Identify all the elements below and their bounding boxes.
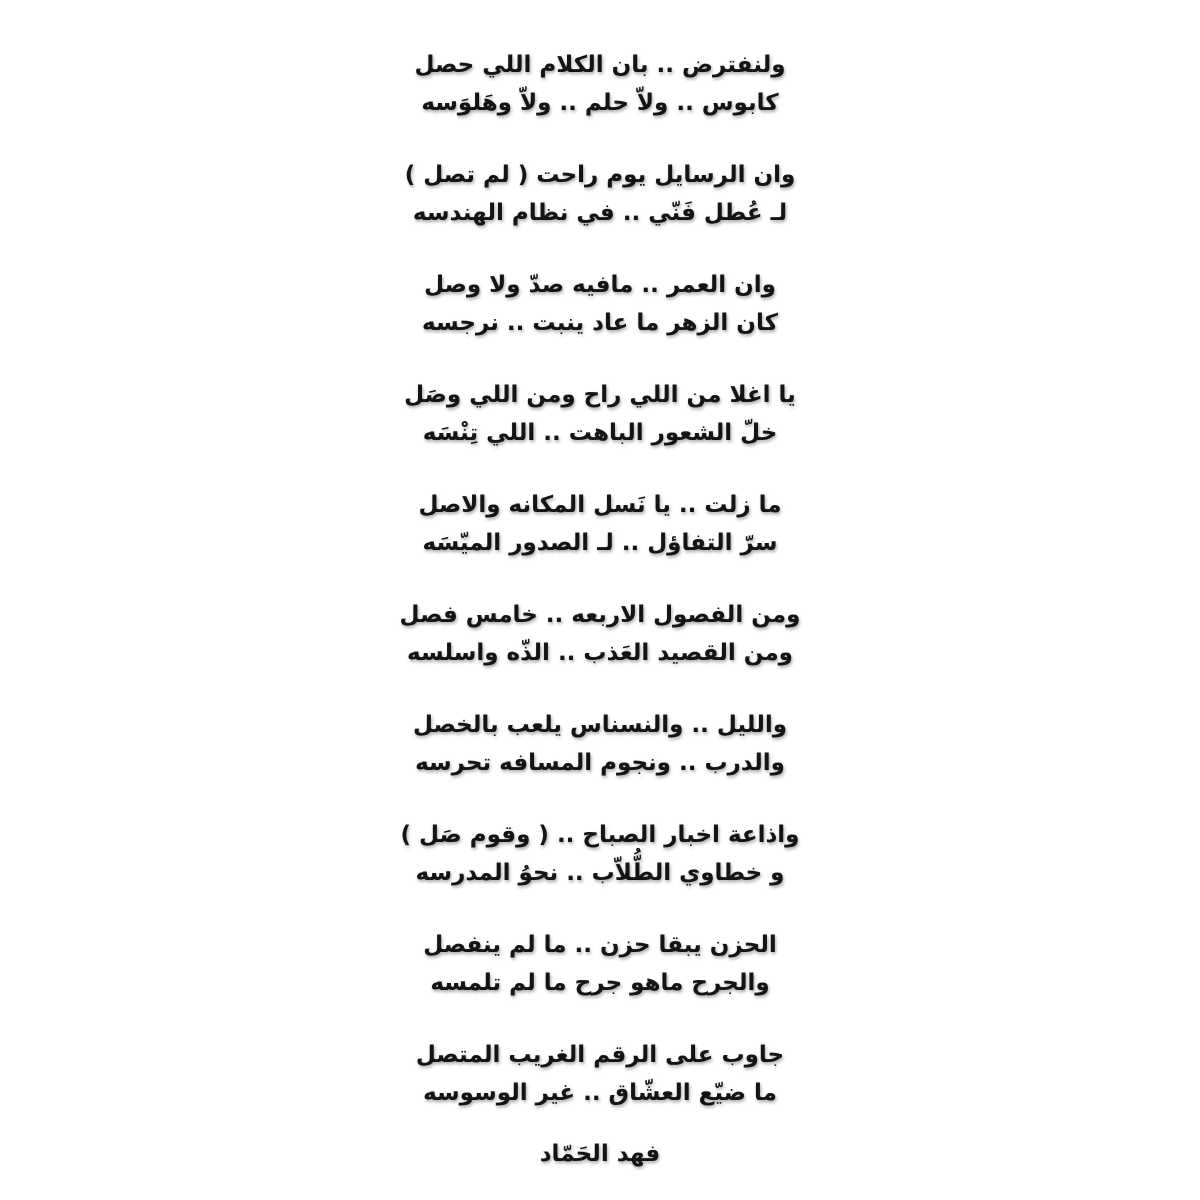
stanza-3 (0, 266, 1200, 376)
verse-line: ما ضيّع العشّاق .. غير الوسوسه (423, 1080, 777, 1106)
verse-line: لـ عُطل فَنّي .. في نظام الهندسه (412, 200, 788, 226)
verse-line: يا اغلا من اللي راح ومن اللي وصَل (404, 382, 796, 408)
stanza-9 (0, 926, 1200, 1036)
stanza-2 (0, 156, 1200, 266)
verse-line: ما زلت .. يا نَسل المكانه والاصل (418, 492, 782, 518)
verse-line: والجرح ماهو جرح ما لم تلمسه (430, 970, 770, 996)
verse-line: كان الزهر ما عاد ينبت .. نرجسه (422, 310, 778, 336)
poem (0, 46, 1200, 1174)
stanza-8 (0, 816, 1200, 926)
verse-line: وان العمر .. مافيه صدّ ولا وصل (424, 272, 776, 298)
verse-line: والليل .. والنسناس يلعب بالخصل (412, 712, 788, 738)
stanza-1 (0, 46, 1200, 156)
stanza-6 (0, 596, 1200, 706)
stanza-10 (0, 1036, 1200, 1146)
stanza-7 (0, 706, 1200, 816)
verse-line: وان الرسايل يوم راحت ( لم تصل ) (404, 162, 796, 188)
verse-line: جاوب على الرقم الغريب المتصل (415, 1042, 785, 1068)
verse-line: الحزن يبقا حزن .. ما لم ينفصل (423, 932, 777, 958)
verse-line: ومن القصيد العَذب .. الذّه واسلسه (407, 640, 793, 666)
verse-line: واذاعة اخبار الصباح .. ( وقوم صَل ) (400, 822, 800, 848)
verse-line: سرّ التفاؤل .. لـ الصدور الميّسَه (422, 530, 778, 556)
stanza-4 (0, 376, 1200, 486)
poet-signature: فهد الحَمّاد (539, 1141, 661, 1167)
verse-line: ومن الفصول الاربعه .. خامس فصل (399, 602, 801, 628)
stanza-5 (0, 486, 1200, 596)
verse-line: خلّ الشعور الباهت .. اللي تِنْسَه (422, 420, 778, 446)
verse-line: ولنفترض .. بان الكلام اللي حصل (414, 52, 786, 78)
verse-line: و خطاوي الطُّلاّب .. نحوُ المدرسه (415, 860, 785, 886)
verse-line: والدرب .. ونجوم المسافه تحرسه (415, 750, 785, 776)
verse-line: كابوس .. ولاّ حلم .. ولاّ وهَلوَسه (421, 90, 779, 116)
